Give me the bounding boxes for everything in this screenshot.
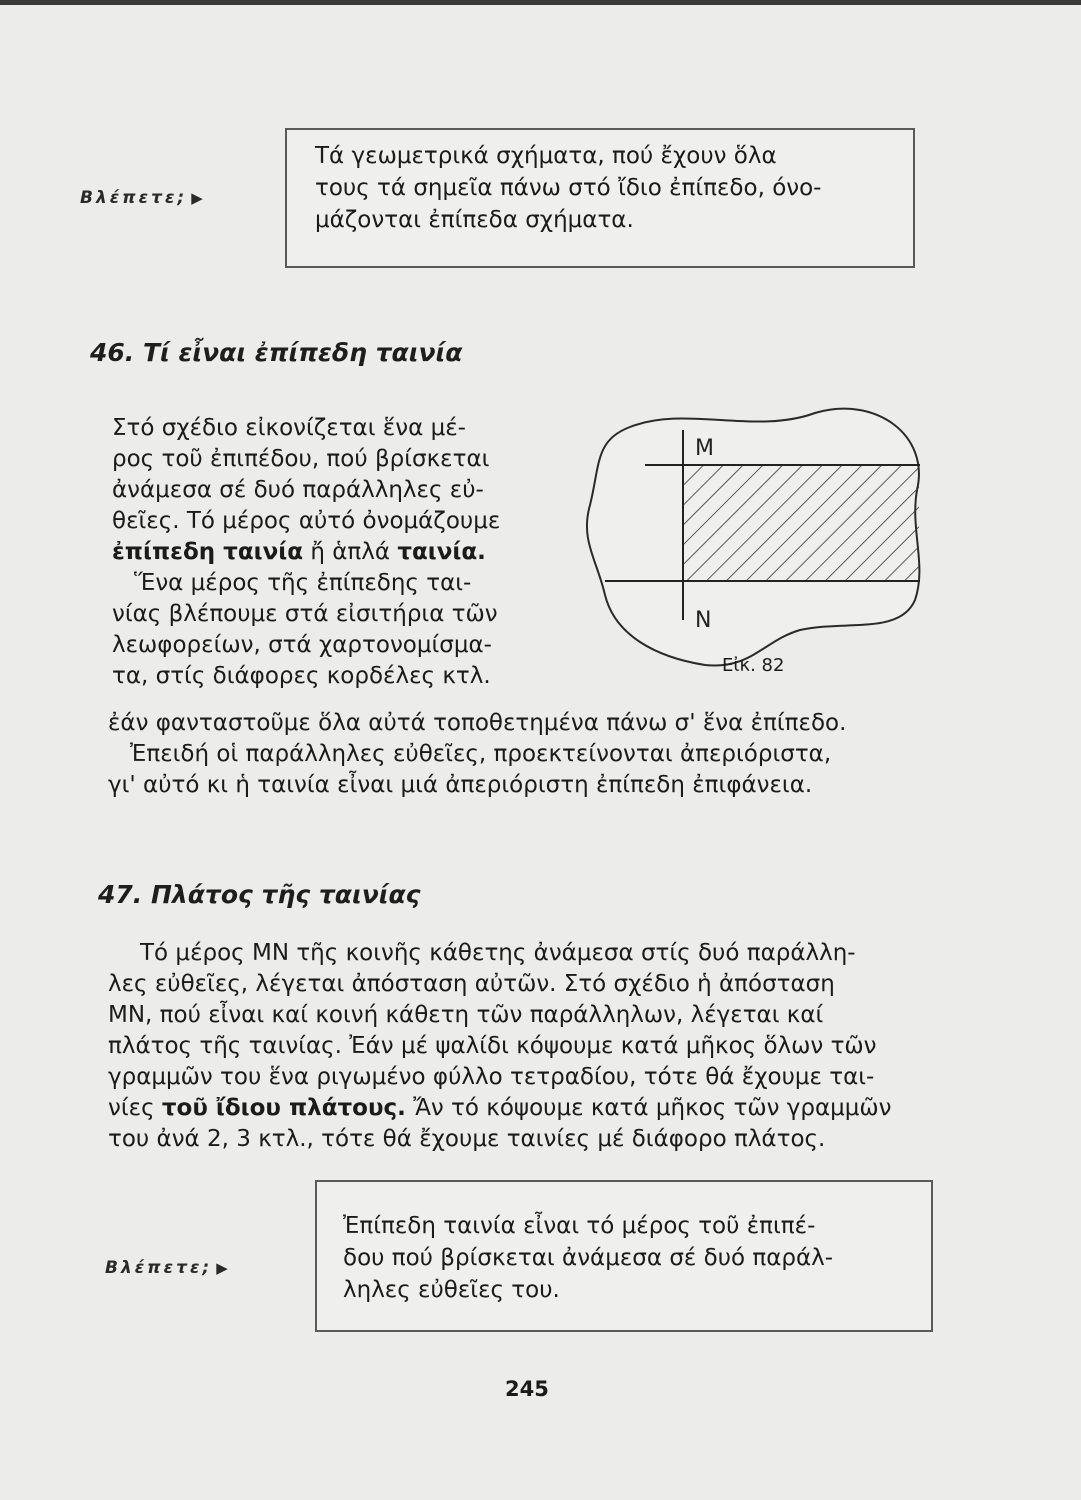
text-line: ἐάν φανταστοῦμε ὅλα αὐτά τοποθετημένα πάνω σ' ἕνα ἐπίπεδο. bbox=[108, 710, 847, 736]
text-line: λες εὐθεῖες, λέγεται ἀπόσταση αὐτῶν. Στό σχέδιο ἡ ἀπόσταση bbox=[108, 971, 835, 997]
term-bold: ταινία. bbox=[397, 539, 486, 565]
text-line: Στό σχέδιο εἰκονίζεται ἕνα μέ- bbox=[112, 415, 466, 441]
play-arrow-icon: ▶ bbox=[216, 1259, 231, 1277]
definition-line: Τά γεωμετρικά σχήματα, πού ἔχουν ὅλα bbox=[315, 143, 777, 169]
text-line: λεωφορείων, στά χαρτονομίσμα- bbox=[112, 632, 492, 658]
text-line: ΜΝ, πού εἶναι καί κοινή κάθετη τῶν παράλληλων, λέγεται καί bbox=[108, 1002, 824, 1028]
definition-line: ληλες εὐθεῖες του. bbox=[343, 1277, 560, 1303]
text-span: ἤ ἁπλά bbox=[303, 539, 398, 565]
text-line: του ἀνά 2, 3 κτλ., τότε θά ἔχουμε ταινίες μέ διάφορο πλάτος. bbox=[108, 1126, 826, 1152]
text-line: Ἐπειδή οἱ παράλληλες εὐθεῖες, προεκτείνονται ἀπεριόριστα, bbox=[130, 741, 832, 767]
section-46-continuation bbox=[108, 708, 1008, 801]
term-bold: ἐπίπεδη ταινία bbox=[112, 539, 304, 565]
text-line: γι' αὐτό κι ἡ ταινία εἶναι μιά ἀπεριόριστη ἐπίπεδη ἐπιφάνεια. bbox=[108, 772, 813, 798]
text-line: ρος τοῦ ἐπιπέδου, πού βρίσκεται bbox=[112, 446, 490, 472]
play-arrow-icon: ▶ bbox=[191, 189, 206, 207]
label-n: N bbox=[695, 608, 712, 633]
text-line: ἀνάμεσα σέ δυό παράλληλες εὐ- bbox=[112, 477, 484, 503]
see-label-2 bbox=[105, 1258, 231, 1278]
section-46-title: 46. Τί εἶναι ἐπίπεδη ταινία bbox=[90, 338, 463, 367]
section-47-body bbox=[108, 938, 1038, 1155]
section-47-title: 47. Πλάτος τῆς ταινίας bbox=[98, 880, 421, 909]
definition-line: τους τά σημεῖα πάνω στό ἴδιο ἐπίπεδο, όνο- bbox=[315, 175, 822, 201]
text-line: Τό μέρος ΜΝ τῆς κοινῆς κάθετης ἀνάμεσα στίς δυό παράλλη- bbox=[140, 940, 856, 966]
text-line: θεῖες. Τό μέρος αὐτό ὀνομάζουμε bbox=[112, 508, 501, 534]
text-line: Ἕνα μέρος τῆς ἐπίπεδης ται- bbox=[134, 570, 472, 596]
text-line: τα, στίς διάφορες κορδέλες κτλ. bbox=[112, 663, 491, 689]
see-label-text: Βλέπετε; bbox=[105, 1258, 213, 1278]
text-line bbox=[112, 537, 562, 568]
text-line bbox=[108, 1093, 1038, 1124]
definition-line: μάζονται ἐπίπεδα σχήματα. bbox=[315, 207, 634, 233]
definition-box-1 bbox=[285, 128, 915, 268]
term-bold: τοῦ ἴδιου πλάτους. bbox=[161, 1095, 406, 1121]
label-m: M bbox=[695, 436, 714, 461]
figure-82-strip bbox=[575, 395, 935, 695]
hatched-strip bbox=[683, 465, 919, 581]
text-line: νίας βλέπουμε στά εἰσιτήρια τῶν bbox=[112, 601, 498, 627]
definition-line: δου πού βρίσκεται ἀνάμεσα σέ δυό παράλ- bbox=[343, 1245, 834, 1271]
see-label-1 bbox=[80, 188, 206, 208]
definition-line: Ἐπίπεδη ταινία εἶναι τό μέρος τοῦ ἐπιπέ- bbox=[343, 1213, 816, 1239]
figure-caption: Εἰκ. 82 bbox=[722, 655, 785, 676]
section-46-intro bbox=[112, 413, 562, 692]
text-span: νίες bbox=[108, 1095, 162, 1121]
page-number: 245 bbox=[505, 1377, 549, 1401]
definition-box-2 bbox=[315, 1180, 933, 1332]
text-span: Ἄν τό κόψουμε κατά μῆκος τῶν γραμμῶν bbox=[405, 1095, 892, 1121]
text-line: πλάτος τῆς ταινίας. Ἐάν μέ ψαλίδι κόψουμε κατά μῆκος ὅλων τῶν bbox=[108, 1033, 877, 1059]
text-line: γραμμῶν του ἕνα ριγωμένο φύλλο τετραδίου, τότε θά ἔχουμε ται- bbox=[108, 1064, 875, 1090]
see-label-text: Βλέπετε; bbox=[80, 188, 188, 208]
